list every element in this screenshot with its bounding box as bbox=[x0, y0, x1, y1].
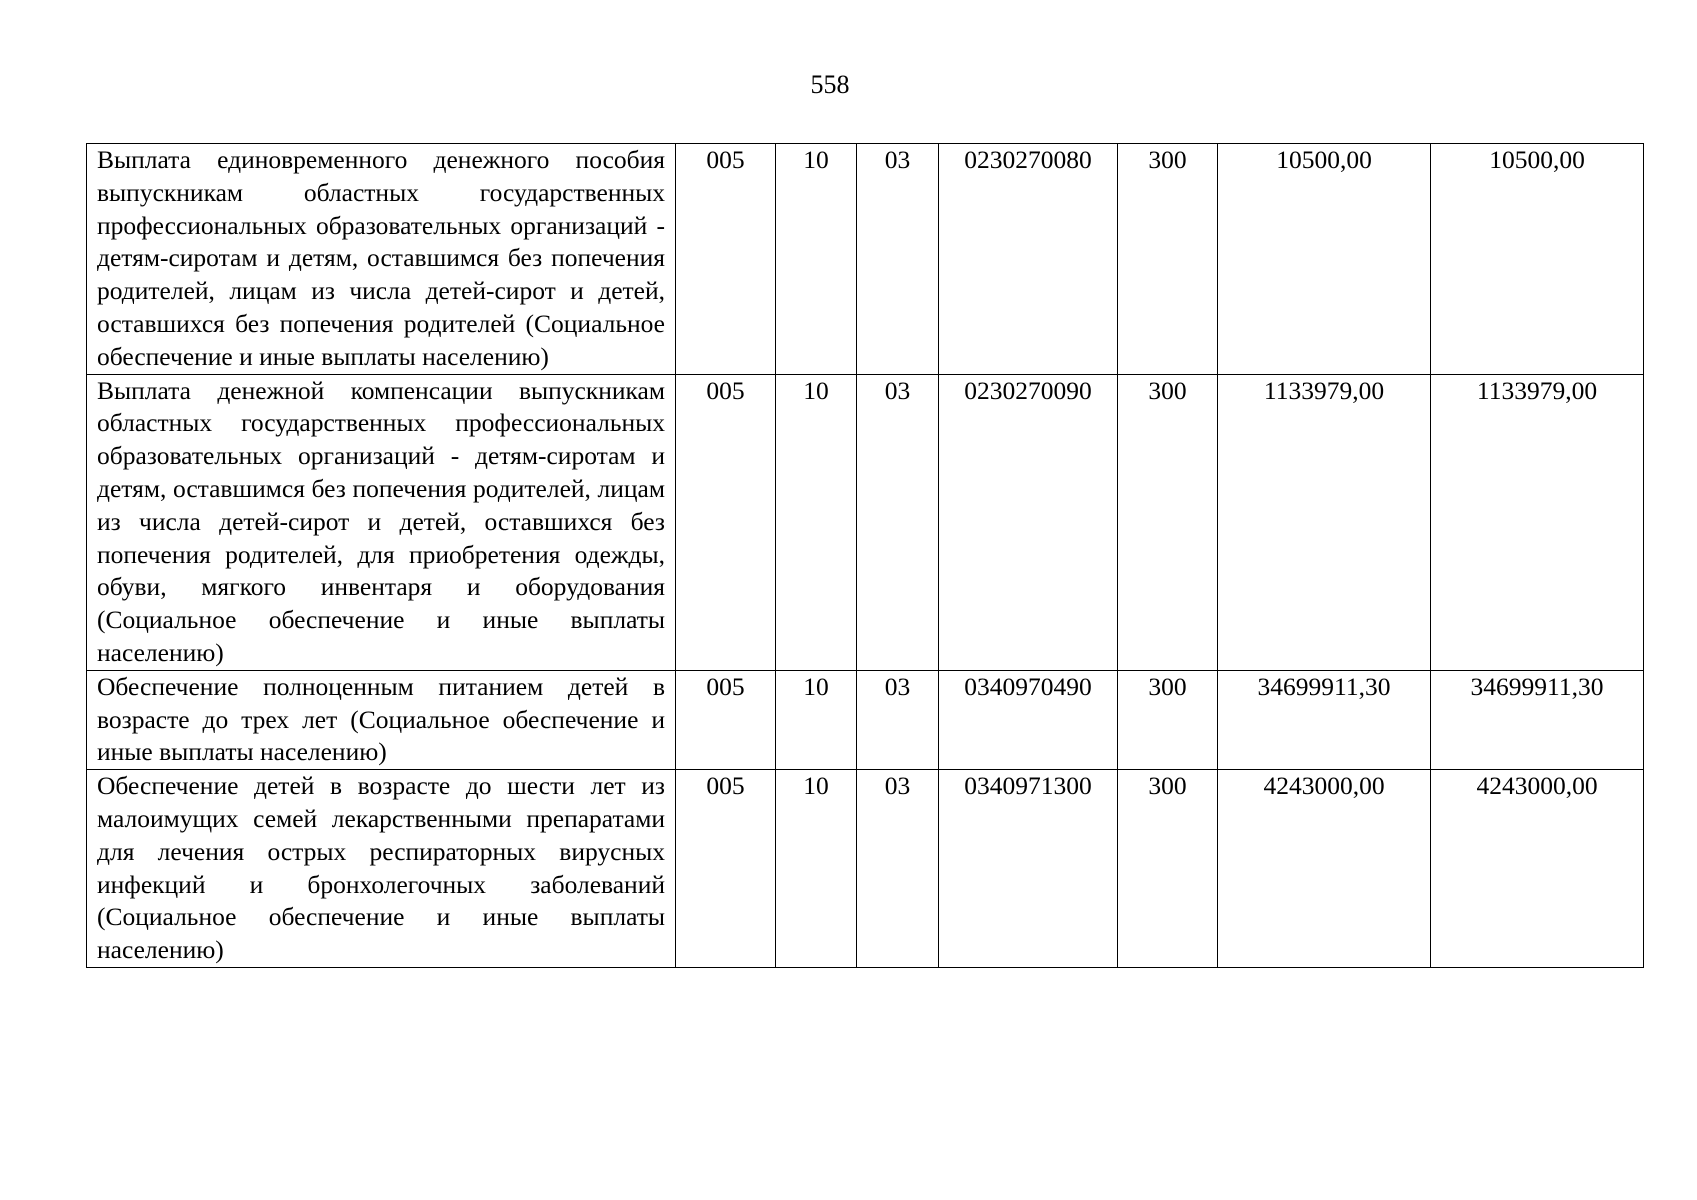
expense-type-code: 300 bbox=[1118, 770, 1218, 968]
section-code: 10 bbox=[776, 144, 857, 375]
section-code: 10 bbox=[776, 374, 857, 670]
subsection-code: 03 bbox=[857, 670, 939, 769]
amount-cell: 4243000,00 bbox=[1431, 770, 1644, 968]
section-code: 10 bbox=[776, 670, 857, 769]
amount-cell: 4243000,00 bbox=[1218, 770, 1431, 968]
target-article-code: 0230270090 bbox=[939, 374, 1118, 670]
target-article-code: 0340971300 bbox=[939, 770, 1118, 968]
subsection-code: 03 bbox=[857, 374, 939, 670]
amount-cell: 1133979,00 bbox=[1218, 374, 1431, 670]
row-description: Обеспечение полноценным питанием детей в возрасте до трех лет (Социальное обеспечение и иные выплаты населению) bbox=[87, 670, 676, 769]
page-number: 558 bbox=[810, 70, 850, 99]
amount-cell: 1133979,00 bbox=[1431, 374, 1644, 670]
table-row bbox=[87, 374, 1644, 670]
row-description: Выплата денежной компенсации выпускникам областных государственных профессиональных образовательных организаций - детям-сиротам и детям, оставшимся без попечения родителей, лицам из числа детей-сирот и детей, оставшихся без попечения родителей, для приобретения одежды, обуви, мягкого инвентаря и оборудования (Социальное обеспечение и иные выплаты населению) bbox=[87, 374, 676, 670]
amount-cell: 34699911,30 bbox=[1218, 670, 1431, 769]
expense-type-code: 300 bbox=[1118, 144, 1218, 375]
section-code: 10 bbox=[776, 770, 857, 968]
expense-type-code: 300 bbox=[1118, 374, 1218, 670]
expense-type-code: 300 bbox=[1118, 670, 1218, 769]
target-article-code: 0340970490 bbox=[939, 670, 1118, 769]
table-row bbox=[87, 670, 1644, 769]
amount-cell: 10500,00 bbox=[1218, 144, 1431, 375]
subsection-code: 03 bbox=[857, 770, 939, 968]
table-row bbox=[87, 770, 1644, 968]
amount-cell: 34699911,30 bbox=[1431, 670, 1644, 769]
amount-cell: 10500,00 bbox=[1431, 144, 1644, 375]
ministry-code: 005 bbox=[676, 670, 776, 769]
ministry-code: 005 bbox=[676, 374, 776, 670]
row-description: Выплата единовременного денежного пособия выпускникам областных государственных профессиональных образовательных организаций - детям-сиротам и детям, оставшимся без попечения родителей, лицам из числа детей-сирот и детей, оставшихся без попечения родителей (Социальное обеспечение и иные выплаты населению) bbox=[87, 144, 676, 375]
ministry-code: 005 bbox=[676, 770, 776, 968]
ministry-code: 005 bbox=[676, 144, 776, 375]
budget-table bbox=[86, 143, 1644, 968]
subsection-code: 03 bbox=[857, 144, 939, 375]
row-description: Обеспечение детей в возрасте до шести лет из малоимущих семей лекарственными препаратами для лечения острых респираторных вирусных инфекций и бронхолегочных заболеваний (Социальное обеспечение и иные выплаты населению) bbox=[87, 770, 676, 968]
target-article-code: 0230270080 bbox=[939, 144, 1118, 375]
table-row bbox=[87, 144, 1644, 375]
